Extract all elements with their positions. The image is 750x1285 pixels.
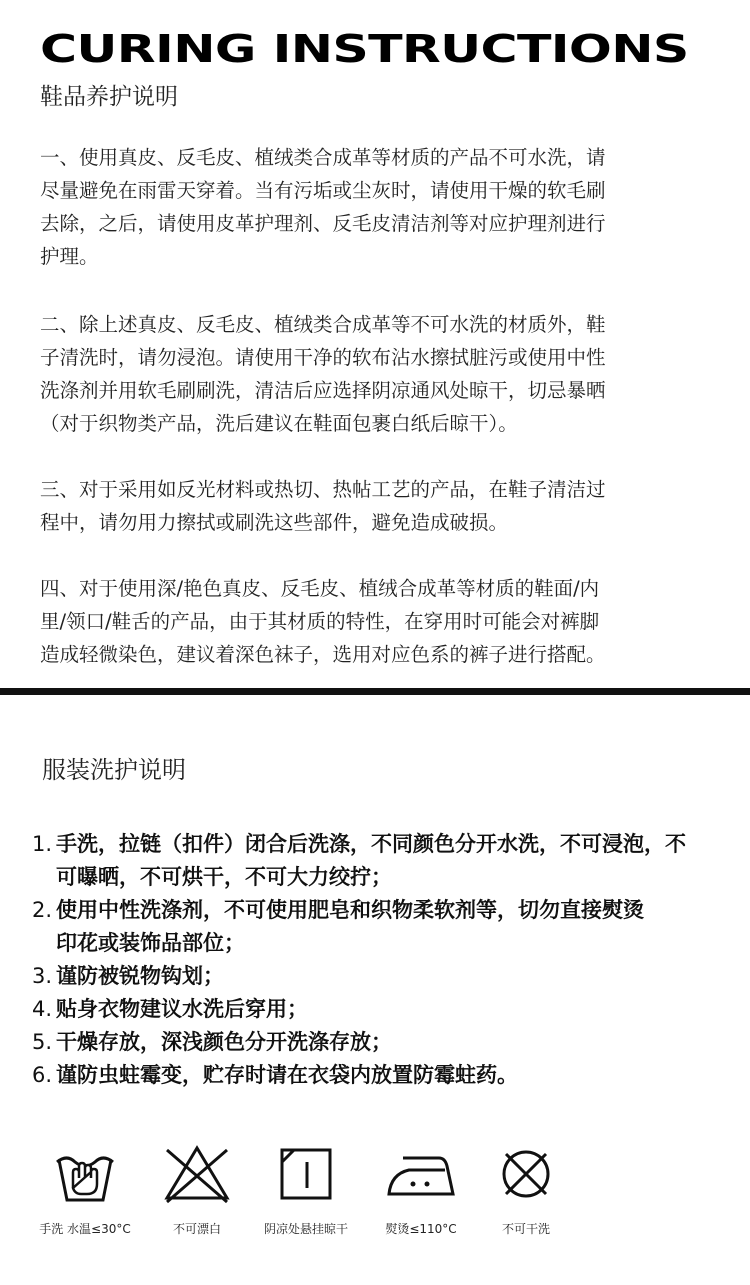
shoe-care-paragraph-1 bbox=[40, 141, 712, 273]
list-item-number: 1. bbox=[32, 832, 53, 856]
list-item-text: 谨防虫蛀霉变，贮存时请在衣袋内放置防霉蛀药。 bbox=[56, 1063, 518, 1087]
page-subtitle: 鞋品养护说明 bbox=[40, 84, 178, 110]
list-item bbox=[32, 1059, 722, 1092]
shade-line-dry-icon bbox=[274, 1142, 338, 1206]
list-item-number: 6. bbox=[32, 1063, 53, 1087]
list-item-number: 3. bbox=[32, 964, 53, 988]
list-item-text: 可曝晒，不可烘干，不可大力绞拧； bbox=[56, 865, 392, 889]
care-symbol bbox=[251, 1142, 361, 1236]
paragraph-line: 洗涤剂并用软毛刷刷洗，清洁后应选择阴凉通风处晾干，切忌暴晒 bbox=[40, 379, 606, 402]
list-item bbox=[32, 1026, 722, 1059]
clothing-care-title: 服装洗护说明 bbox=[42, 756, 186, 784]
list-item-text: 印花或装饰品部位； bbox=[56, 931, 245, 955]
list-item bbox=[32, 828, 722, 894]
paragraph-line: 二、除上述真皮、反毛皮、植绒类合成革等不可水洗的材质外，鞋 bbox=[40, 313, 606, 336]
care-symbols-row bbox=[0, 1142, 750, 1242]
list-item-number: 2. bbox=[32, 898, 53, 922]
paragraph-line: 尽量避免在雨雷天穿着。当有污垢或尘灰时，请使用干燥的软毛刷 bbox=[40, 179, 606, 202]
list-item bbox=[32, 960, 722, 993]
care-symbol-label: 手洗 水温≤30°C bbox=[39, 1222, 131, 1236]
list-item-text: 手洗，拉链（扣件）闭合后洗涤，不同颜色分开水洗，不可浸泡，不 bbox=[56, 832, 686, 856]
care-symbol bbox=[30, 1142, 140, 1236]
care-symbol-label: 不可漂白 bbox=[172, 1222, 221, 1236]
paragraph-line: （对于织物类产品，洗后建议在鞋面包裹白纸后晾干）。 bbox=[40, 412, 518, 435]
list-item-number: 4. bbox=[32, 997, 53, 1021]
shoe-care-paragraph-2 bbox=[40, 308, 712, 440]
iron-110-icon bbox=[383, 1142, 459, 1206]
care-symbol bbox=[142, 1142, 252, 1236]
paragraph-line: 四、对于使用深/艳色真皮、反毛皮、植绒合成革等材质的鞋面/内 bbox=[40, 577, 600, 600]
no-tumble-dry-icon bbox=[494, 1142, 558, 1206]
care-symbol-label: 阴凉处悬挂晾干 bbox=[263, 1222, 348, 1236]
list-item-number: 5. bbox=[32, 1030, 53, 1054]
paragraph-line: 子清洗时，请勿浸泡。请使用干净的软布沾水擦拭脏污或使用中性 bbox=[40, 346, 606, 369]
paragraph-line: 去除，之后，请使用皮革护理剂、反毛皮清洁剂等对应护理剂进行 bbox=[40, 212, 606, 235]
list-item-text: 干燥存放，深浅颜色分开洗涤存放； bbox=[56, 1030, 392, 1054]
care-symbol bbox=[366, 1142, 476, 1236]
shoe-care-paragraph-4 bbox=[40, 572, 712, 671]
paragraph-line: 里/领口/鞋舌的产品，由于其材质的特性，在穿用时可能会对裤脚 bbox=[40, 610, 600, 633]
paragraph-line: 一、使用真皮、反毛皮、植绒类合成革等材质的产品不可水洗，请 bbox=[40, 146, 606, 169]
section-divider bbox=[0, 688, 750, 695]
care-symbol-label: 不可干洗 bbox=[501, 1222, 550, 1236]
paragraph-line: 护理。 bbox=[40, 245, 99, 268]
care-symbol-label: 熨烫≤110°C bbox=[385, 1222, 457, 1236]
list-item-text: 使用中性洗涤剂，不可使用肥皂和织物柔软剂等，切勿直接熨烫 bbox=[56, 898, 644, 922]
paragraph-line: 造成轻微染色，建议着深色袜子，选用对应色系的裤子进行搭配。 bbox=[40, 643, 606, 666]
list-item bbox=[32, 894, 722, 960]
hand-wash-icon bbox=[53, 1142, 117, 1206]
shoe-care-paragraph-3 bbox=[40, 473, 712, 539]
list-item-text: 贴身衣物建议水洗后穿用； bbox=[56, 997, 308, 1021]
page-title: CURING INSTRUCTIONS bbox=[40, 27, 689, 71]
no-bleach-icon bbox=[161, 1142, 233, 1206]
paragraph-line: 三、对于采用如反光材料或热切、热帖工艺的产品，在鞋子清洁过 bbox=[40, 478, 606, 501]
list-item bbox=[32, 993, 722, 1026]
clothing-care-list bbox=[32, 828, 722, 1092]
care-symbol bbox=[471, 1142, 581, 1236]
list-item-text: 谨防被锐物钩划； bbox=[56, 964, 224, 988]
paragraph-line: 程中，请勿用力擦拭或刷洗这些部件，避免造成破损。 bbox=[40, 511, 509, 534]
